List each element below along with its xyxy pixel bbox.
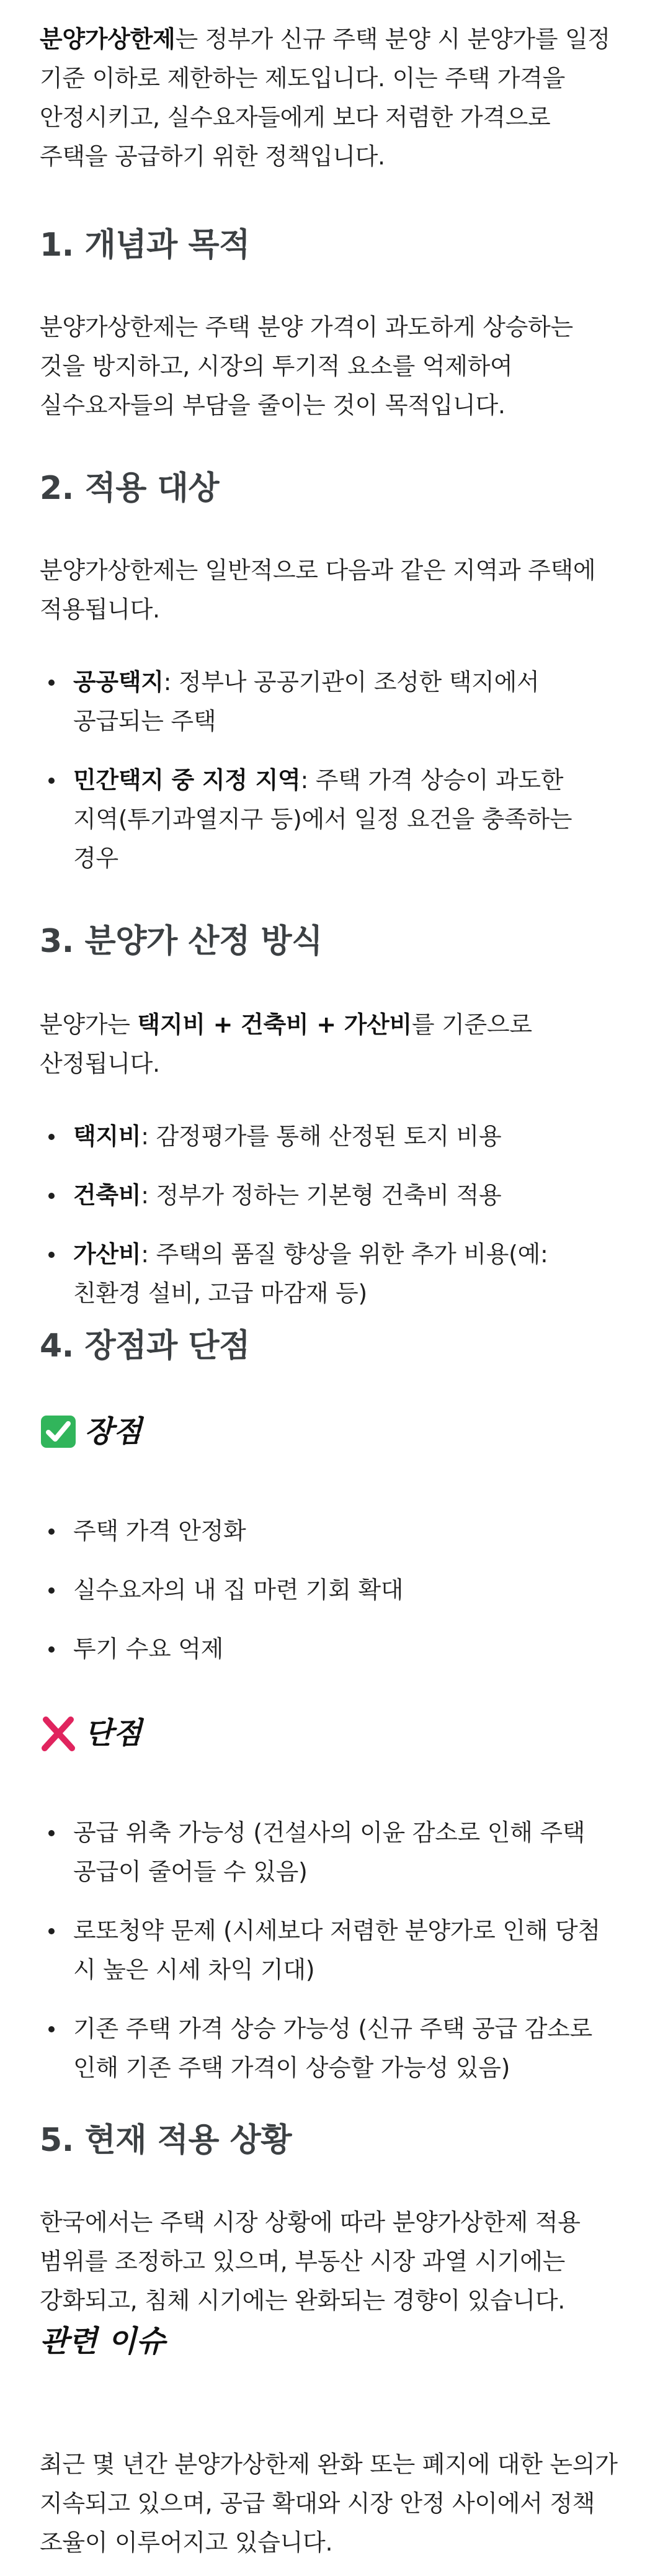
pros-title: 장점: [84, 1414, 142, 1449]
intro-paragraph: [40, 20, 641, 176]
list-item: [40, 2009, 641, 2088]
item-text: : 주택 가격 상승이 과도한: [300, 766, 564, 794]
related-heading: 관련 이슈: [40, 2324, 166, 2359]
list-item: 투기 수요 억제: [40, 1630, 641, 1669]
list-item: [40, 1235, 641, 1313]
cons-heading: [40, 1713, 142, 1754]
intro-line-1: [40, 20, 641, 59]
section5-line-3: 강화되고, 침체 시기에는 완화되는 경향이 있습니다.: [40, 2287, 566, 2314]
section1-line-2: 것을 방지하고, 시장의 투기적 요소를 억제하여: [40, 352, 513, 380]
item-text: : 주택의 품질 향상을 위한 추가 비용(예:: [141, 1241, 548, 1268]
list-item: 실수요자의 내 집 마련 기회 확대: [40, 1571, 641, 1610]
cons-list: [40, 1813, 641, 2088]
list-item: [40, 1117, 641, 1156]
list-item: [40, 1911, 641, 1990]
section2-line-2: 적용됩니다.: [40, 596, 160, 623]
item-text-line-2: 지역(투기과열지구 등)에서 일정 요건을 충족하는: [73, 806, 572, 833]
list-item: [40, 663, 641, 741]
pros-list: [40, 1512, 641, 1669]
section3-heading: 3. 분양가 산정 방식: [40, 923, 323, 960]
item-text-line-2: 친환경 설비, 고급 마감재 등): [73, 1280, 367, 1307]
item-text-line-2: 시 높은 시세 차익 기대): [73, 1956, 315, 1983]
section2-line-1: 분양가상한제는 일반적으로 다음과 같은 지역과 주택에: [40, 557, 596, 584]
section3-line-2: 산정됩니다.: [40, 1050, 160, 1077]
section5-line-1: 한국에서는 주택 시장 상황에 따라 분양가상한제 적용: [40, 2209, 581, 2236]
cross-mark-icon: [40, 1715, 77, 1752]
item-term: 택지비: [73, 1123, 141, 1150]
intro-line-4: 주택을 공급하기 위한 정책입니다.: [40, 143, 385, 170]
section3-list: [40, 1117, 641, 1313]
item-text-line-2: 인해 기존 주택 가격이 상승할 가능성 있음): [73, 2054, 510, 2081]
section1-line-3: 실수요자들의 부담을 줄이는 것이 목적입니다.: [40, 392, 505, 419]
item-term: 공공택지: [73, 668, 164, 696]
related-line-1: 최근 몇 년간 분양가상한제 완화 또는 폐지에 대한 논의가: [40, 2451, 618, 2478]
cons-title: 단점: [84, 1716, 142, 1751]
intro-line-3: 안정시키고, 실수요자들에게 보다 저렴한 가격으로: [40, 104, 551, 131]
section3-intro-pre: 분양가는: [40, 1011, 138, 1038]
item-text: 공급 위축 가능성 (건설사의 이윤 감소로 인해 주택: [73, 1819, 586, 1846]
section4-heading: 4. 장점과 단점: [40, 1327, 250, 1365]
item-text: : 정부가 정하는 기본형 건축비 적용: [141, 1182, 502, 1209]
list-item: [40, 1813, 641, 1892]
section5-line-2: 범위를 조정하고 있으며, 부동산 시장 과열 시기에는: [40, 2248, 566, 2275]
related-line-2: 지속되고 있으며, 공급 확대와 시장 안정 사이에서 정책: [40, 2490, 595, 2517]
item-text: 로또청약 문제 (시세보다 저렴한 분양가로 인해 당첨: [73, 1917, 600, 1944]
section3-intro-bold: 택지비 + 건축비 + 가산비: [137, 1011, 412, 1038]
item-text-line-2: 공급이 줄어들 수 있음): [73, 1858, 308, 1885]
section2-heading: 2. 적용 대상: [40, 470, 220, 507]
section3-paragraph: [40, 1005, 641, 1084]
section5-heading: 5. 현재 적용 상황: [40, 2122, 292, 2159]
list-item: [40, 1176, 641, 1215]
item-text-line-3: 경우: [73, 845, 118, 872]
item-term: 민간택지 중 지정 지역: [73, 766, 301, 794]
check-mark-button-icon: [40, 1413, 77, 1450]
item-text: : 감정평가를 통해 산정된 토지 비용: [141, 1123, 502, 1150]
section1-line-1: 분양가상한제는 주택 분양 가격이 과도하게 상승하는: [40, 313, 573, 341]
section3-intro-post: 를 기준으로: [411, 1011, 532, 1038]
item-term: 가산비: [73, 1241, 141, 1268]
intro-line-1-text: 는 정부가 신규 주택 분양 시 분양가를 일정: [175, 25, 610, 53]
list-item: [40, 761, 641, 878]
intro-term: 분양가상한제: [40, 25, 176, 53]
related-line-3: 조율이 이루어지고 있습니다.: [40, 2529, 333, 2556]
item-text-line-2: 공급되는 주택: [73, 707, 216, 735]
section1-paragraph: [40, 308, 641, 425]
section2-paragraph: [40, 551, 641, 629]
pros-heading: [40, 1411, 142, 1452]
section2-list: [40, 663, 641, 878]
list-item: 주택 가격 안정화: [40, 1512, 641, 1551]
item-text: 기존 주택 가격 상승 가능성 (신규 주택 공급 감소로: [73, 2015, 592, 2042]
item-text: : 정부나 공공기관이 조성한 택지에서: [163, 668, 540, 696]
intro-line-2: 기준 이하로 제한하는 제도입니다. 이는 주택 가격을: [40, 65, 566, 92]
item-term: 건축비: [73, 1182, 141, 1209]
section1-heading: 1. 개념과 목적: [40, 227, 250, 264]
section3-line-1: [40, 1005, 641, 1044]
related-paragraph: [40, 2445, 660, 2562]
section5-paragraph: [40, 2203, 654, 2320]
